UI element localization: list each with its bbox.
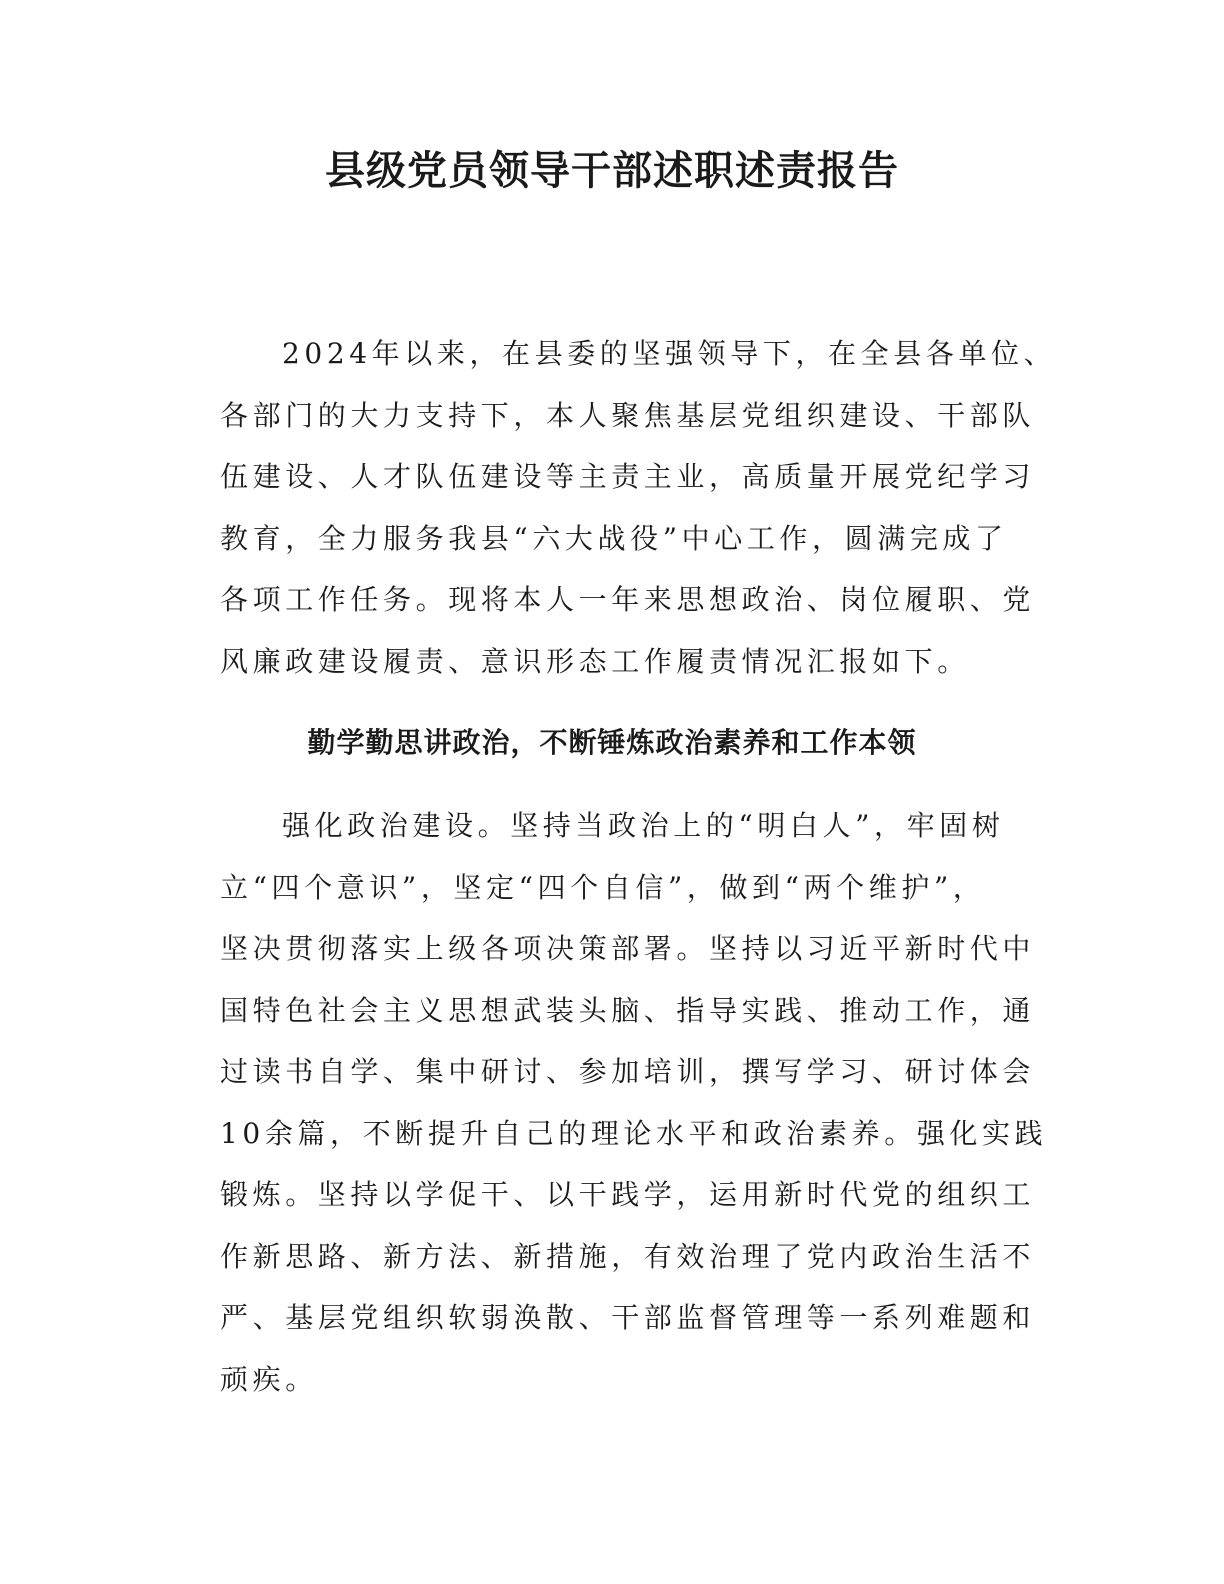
paragraph-line: 严、基层党组织软弱涣散、干部监督管理等一系列难题和 xyxy=(220,1301,1036,1334)
paragraph-line: 各项工作任务。现将本人一年来思想政治、岗位履职、党 xyxy=(220,583,1036,616)
paragraph-line: 立“四个意识”，坚定“四个自信”，做到“两个维护”， xyxy=(220,870,986,904)
paragraph-line: 强化政治建设。坚持当政治上的“明白人”，牢固树 xyxy=(282,809,1005,842)
paragraph-line: 过读书自学、集中研讨、参加培训，撰写学习、研讨体会 xyxy=(220,1055,1036,1088)
paragraph-line: 国特色社会主义思想武装头脑、指导实践、推动工作，通 xyxy=(220,993,1036,1027)
paragraph-line: 2024年以来，在县委的坚强领导下，在全县各单位、 xyxy=(282,337,1057,370)
section-heading: 勤学勤思讲政治，不断锤炼政治素养和工作本领 xyxy=(307,726,917,759)
document-title: 县级党员领导干部述职述责报告 xyxy=(325,148,899,194)
paragraph-line: 风廉政建设履责、意识形态工作履责情况汇报如下。 xyxy=(220,644,970,678)
paragraph-line: 作新思路、新方法、新措施，有效治理了党内政治生活不 xyxy=(220,1239,1036,1273)
paragraph-line: 坚决贯彻落实上级各项决策部署。坚持以习近平新时代中 xyxy=(220,932,1036,965)
intro-paragraph xyxy=(220,323,1057,692)
paragraph-line: 顽疾。 xyxy=(220,1362,318,1396)
paragraph-line: 10余篇，不断提升自己的理论水平和政治素养。强化实践 xyxy=(220,1116,1048,1150)
section-paragraph xyxy=(220,795,1048,1410)
paragraph-line: 伍建设、人才队伍建设等主责主业，高质量开展党纪学习 xyxy=(220,460,1036,493)
paragraph-line: 锻炼。坚持以学促干、以干践学，运用新时代党的组织工 xyxy=(220,1178,1036,1211)
paragraph-line: 教育，全力服务我县“六大战役”中心工作，圆满完成了 xyxy=(220,521,1008,555)
paragraph-line: 各部门的大力支持下，本人聚焦基层党组织建设、干部队 xyxy=(220,398,1036,432)
